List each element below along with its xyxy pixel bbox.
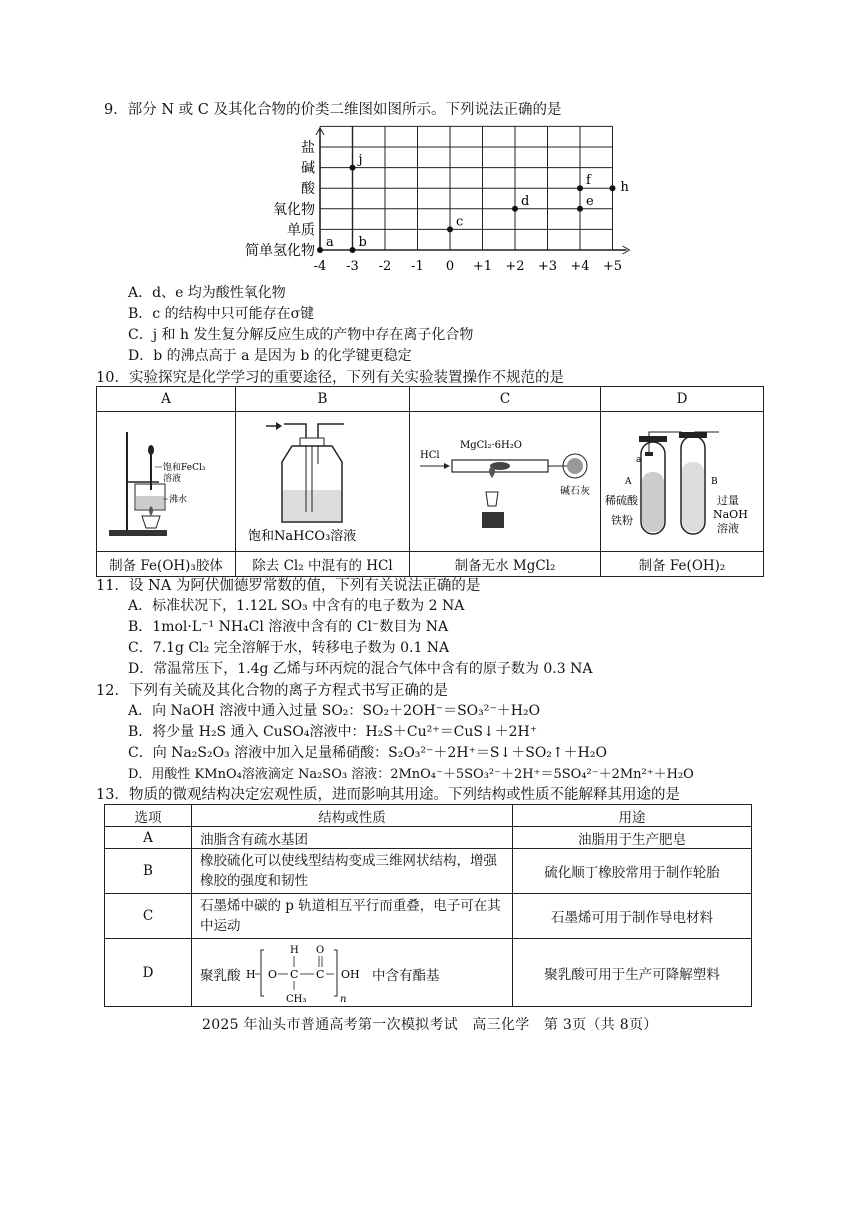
- q13-header-property: 结构或性质: [192, 805, 513, 827]
- x-tick-label: +5: [602, 259, 623, 274]
- data-point: [350, 247, 356, 253]
- y-tick-label: 盐: [301, 140, 315, 156]
- pla-oh-end: OH: [341, 967, 360, 981]
- q10-header-c: C: [410, 387, 601, 412]
- q13-row-d-ester-label: 中含有酯基: [372, 967, 440, 984]
- c-mgcl2-label: MgCl₂·6H₂O: [460, 440, 522, 451]
- q10-apparatus-d-cell: [601, 412, 764, 552]
- d-naoh-label: NaOH: [713, 508, 748, 521]
- data-point: [577, 185, 583, 191]
- pla-h-end: H: [246, 967, 256, 981]
- q13-row-a-property: 油脂含有疏水基团: [192, 827, 513, 849]
- data-point-label: h: [620, 180, 629, 196]
- data-point-label: a: [326, 235, 334, 250]
- x-tick-label: +2: [505, 259, 525, 274]
- pla-methyl: CH₃: [286, 993, 307, 1005]
- x-tick-label: +4: [570, 259, 590, 274]
- a-boiling-water-label: 沸水: [169, 495, 188, 505]
- q12-option-d: D．用酸性 KMnO₄溶液滴定 Na₂SO₃ 溶液：2MnO₄⁻＋5SO₃²⁻＋2H⁺＝5SO₄²⁻＋2Mn²⁺＋H₂O: [128, 767, 694, 782]
- q13-row-b-option: B: [105, 849, 192, 894]
- q10-caption-d: 制备 Fe(OH)₂: [601, 552, 764, 577]
- data-point: [350, 165, 356, 171]
- data-point: [610, 185, 616, 191]
- table-row: [105, 939, 752, 1007]
- x-tick-label: -4: [313, 259, 327, 274]
- q10-apparatus-b-cell: [236, 412, 410, 552]
- data-point-label: d: [521, 193, 530, 209]
- q13-row-d-pla-label: 聚乳酸: [200, 967, 241, 984]
- y-tick-label: 酸: [301, 181, 315, 198]
- q9-option-d: D．b 的沸点高于 a 是因为 b 的化学键更稳定: [128, 348, 412, 364]
- q13-stem: 13．物质的微观结构决定宏观性质，进而影响其用途。下列结构或性质不能解释其用途的是: [96, 787, 680, 803]
- page-footer: 2025 年汕头市普通高考第一次模拟考试 高三化学 第 3页（共 8页）: [202, 1017, 658, 1033]
- c-soda-lime-label: 碱石灰: [560, 486, 590, 497]
- valence-class-chart: [245, 128, 640, 278]
- data-point: [577, 206, 583, 212]
- chart-x-ticks: [314, 259, 622, 274]
- a-fecl3-label: 饱和FeCl₃: [163, 463, 206, 473]
- x-tick-label: +1: [472, 259, 493, 274]
- q13-row-b-property: 橡胶硫化可以使线型结构变成三维网状结构，增强橡胶的强度和韧性: [192, 849, 513, 894]
- q11-stem: 11．设 NA 为阿伏伽德罗常数的值，下列有关说法正确的是: [96, 578, 481, 594]
- q9-option-a: A．d、e 均为酸性氧化物: [128, 285, 286, 301]
- pla-n: n: [340, 993, 347, 1005]
- d-tube-b-label: B: [711, 477, 718, 487]
- data-point-label: e: [586, 193, 594, 209]
- y-tick-label: 简单氢化物: [245, 243, 315, 259]
- q11-option-b: B．1mol·L⁻¹ NH₄Cl 溶液中含有的 Cl⁻数目为 NA: [128, 619, 449, 635]
- pla-c1: C: [290, 967, 299, 981]
- y-tick-label: 氧化物: [273, 201, 315, 218]
- q13-row-d-use: 聚乳酸可用于生产可降解塑料: [513, 939, 752, 1007]
- gas-wash-bottle-apparatus: [236, 412, 409, 547]
- d-clamp-a-label: a: [636, 455, 642, 465]
- q10-stem: 10．实验探究是化学学习的重要途径，下列有关实验装置操作不规范的是: [96, 370, 564, 386]
- data-point: [317, 247, 323, 253]
- q10-apparatus-a-cell: [97, 412, 236, 552]
- data-point: [512, 206, 518, 212]
- q13-row-d-property: [192, 939, 513, 1007]
- anhydrous-mgcl2-apparatus: [410, 412, 600, 547]
- q11-option-d: D．常温常压下，1.4g 乙烯与环丙烷的混合气体中含有的原子数为 0.3 NA: [128, 661, 593, 677]
- d-iron-powder-label: 铁粉: [611, 514, 633, 527]
- q9-option-b: B．c 的结构中只可能存在σ键: [128, 306, 315, 322]
- q10-header-d: D: [601, 387, 764, 412]
- x-tick-label: 0: [445, 259, 455, 274]
- a-solution-label: 溶液: [163, 474, 182, 484]
- polylactic-acid-structure: [244, 940, 374, 1006]
- q10-caption-c: 制备无水 MgCl₂: [410, 552, 601, 577]
- c-hcl-label: HCl: [420, 450, 440, 461]
- pla-carbonyl-o: O: [316, 944, 325, 956]
- pla-ester-o: O: [268, 967, 278, 981]
- q10-apparatus-c-cell: [410, 412, 601, 552]
- b-nahco3-label: 饱和NaHCO₃溶液: [248, 529, 357, 544]
- q9-stem: 9．部分 N 或 C 及其化合物的价类二维图如图所示。下列说法正确的是: [104, 102, 562, 118]
- q10-caption-b: 除去 Cl₂ 中混有的 HCl: [236, 552, 410, 577]
- fe-oh3-colloid-apparatus: [97, 412, 235, 547]
- data-point-label: f: [586, 173, 591, 189]
- table-row: [105, 827, 752, 849]
- d-dilute-acid-label: 稀硫酸: [605, 494, 638, 507]
- q9-option-c: C．j 和 h 发生复分解反应生成的产物中存在离子化合物: [128, 327, 474, 343]
- q13-header-option: 选项: [105, 805, 192, 827]
- y-tick-label: 单质: [287, 222, 315, 239]
- d-excess-label: 过量: [717, 494, 739, 507]
- q10-caption-a: 制备 Fe(OH)₃胶体: [97, 552, 236, 577]
- q13-row-a-use: 油脂用于生产肥皂: [513, 827, 752, 849]
- q11-option-c: C．7.1g Cl₂ 完全溶解于水，转移电子数为 0.1 NA: [128, 640, 450, 656]
- q10-apparatus-table: [96, 386, 764, 577]
- q10-header-b: B: [236, 387, 410, 412]
- y-tick-label: 碱: [301, 160, 315, 177]
- pla-c2: C: [316, 967, 325, 981]
- q12-option-c: C．向 Na₂S₂O₃ 溶液中加入足量稀硝酸：S₂O₃²⁻＋2H⁺＝S↓＋SO₂↑＋H₂O: [128, 745, 607, 761]
- q13-row-c-property: 石墨烯中碳的 p 轨道相互平行而重叠，电子可在其中运动: [192, 894, 513, 939]
- d-solution-label: 溶液: [717, 522, 739, 535]
- q13-structure-use-table: [104, 804, 752, 1007]
- chart-y-labels: [245, 139, 316, 259]
- x-tick-label: +3: [537, 259, 558, 274]
- q13-row-d-option: D: [105, 939, 192, 1007]
- data-point-label: j: [358, 152, 363, 168]
- q13-row-b-use: 硫化顺丁橡胶常用于制作轮胎: [513, 849, 752, 894]
- x-tick-label: -3: [346, 259, 359, 274]
- q13-row-c-option: C: [105, 894, 192, 939]
- data-point-label: c: [456, 214, 464, 230]
- q13-row-a-option: A: [105, 827, 192, 849]
- q10-header-a: A: [97, 387, 236, 412]
- q13-header-use: 用途: [513, 805, 752, 827]
- q11-option-a: A．标准状况下，1.12L SO₃ 中含有的电子数为 2 NA: [128, 598, 465, 614]
- data-point: [447, 226, 453, 232]
- q12-stem: 12．下列有关硫及其化合物的离子方程式书写正确的是: [96, 683, 448, 699]
- x-tick-label: -2: [378, 259, 392, 274]
- q12-option-b: B．将少量 H₂S 通入 CuSO₄溶液中：H₂S＋Cu²⁺＝CuS↓＋2H⁺: [128, 724, 538, 740]
- q13-row-c-use: 石墨烯可用于制作导电材料: [513, 894, 752, 939]
- table-row: [105, 849, 752, 894]
- pla-top-h: H: [290, 944, 299, 956]
- data-point-label: b: [358, 235, 367, 250]
- q12-option-a: A．向 NaOH 溶液中通入过量 SO₂：SO₂＋2OH⁻＝SO₃²⁻＋H₂O: [128, 703, 541, 719]
- table-row: [105, 894, 752, 939]
- d-tube-a-label: A: [625, 477, 632, 487]
- fe-oh2-apparatus: [601, 412, 763, 547]
- x-tick-label: -1: [411, 259, 424, 274]
